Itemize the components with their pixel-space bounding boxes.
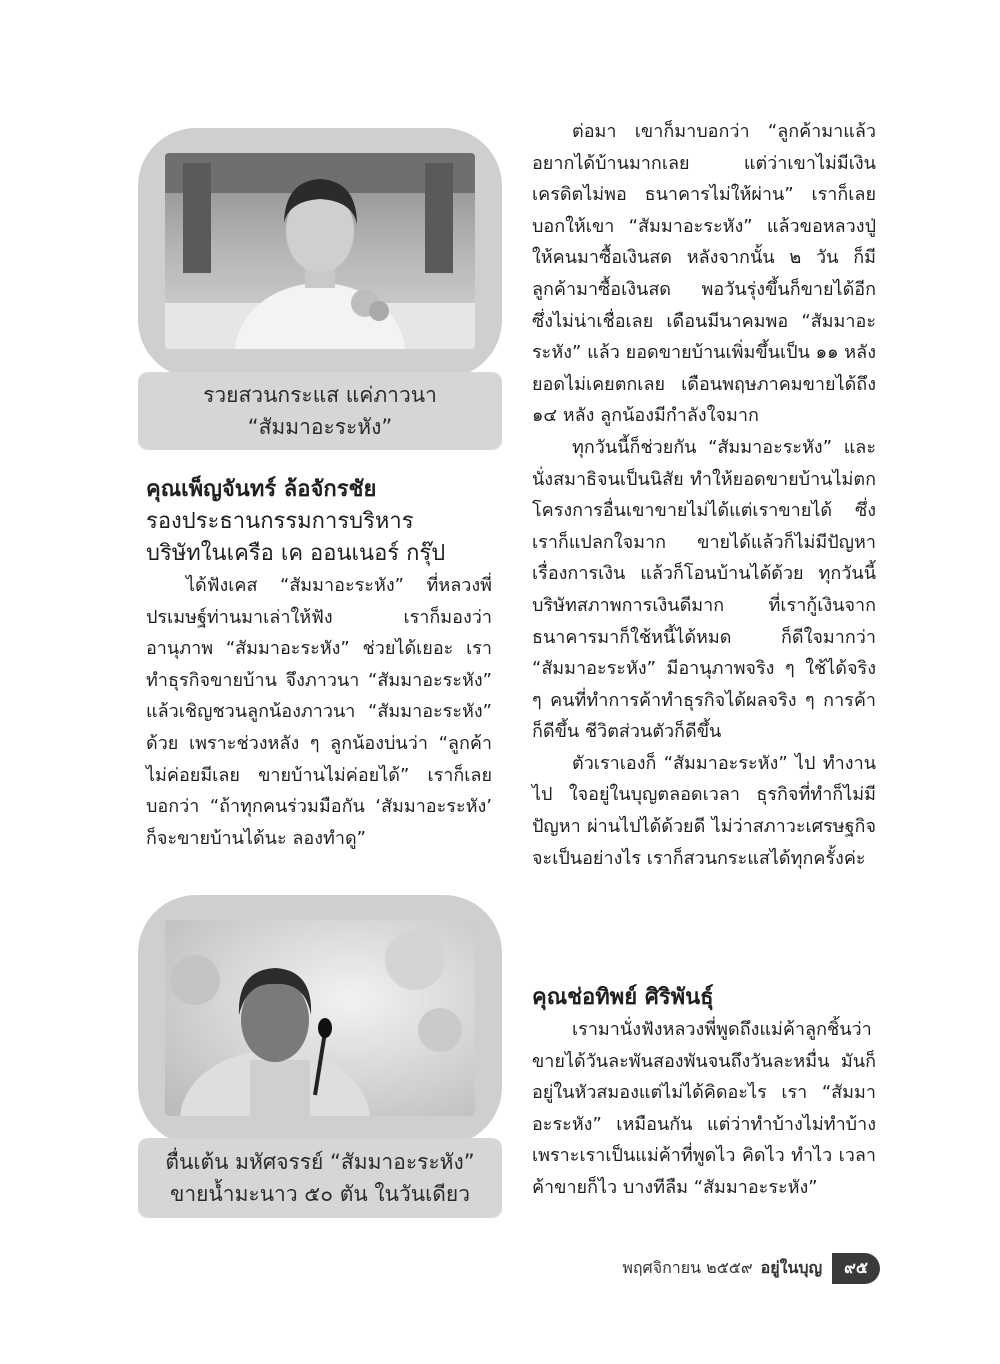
photo-caption-1 <box>138 372 502 450</box>
story-paragraph-4: เรามานั่งฟังหลวงพี่พูดถึงแม่ค้าลูกชิ้นว่าขายได้วันละพันสองพันจนถึงวันละหมื่น มันก็อยู่ในหัวสมองแต่ไม่ได้คิดอะไร เรา “สัมมาอะระหัง” เหมือนกัน แต่ว่าทำบ้างไม่ทำบ้าง เพราะเราเป็นแม่ค้าที่พูดไว คิดไว ทำไว เวลาค้าขายก็ไว บางทีลืม “สัมมาอะระหัง” <box>532 1019 876 1198</box>
portrait-photo-2 <box>165 920 475 1116</box>
right-column-bottom <box>532 982 876 1204</box>
caption-1-line-2: “สัมมาอะระหัง” <box>247 415 393 439</box>
issue-date: พฤศจิกายน ๒๕๕๙ <box>622 1257 753 1277</box>
photo-caption-2 <box>138 1138 502 1218</box>
testimony-paragraph: ได้ฟังเคส “สัมมาอะระหัง” ที่หลวงพี่ปรเมษฐ์ท่านมาเล่าให้ฟัง เราก็มองว่าอานุภาพ “สัมมาอะระหัง” ช่วยได้เยอะ เราทำธุรกิจขายบ้าน จึงภาวนา “สัมมาอะระหัง” แล้วเชิญชวนลูกน้องภาวนา “สัมมาอะระหัง” ด้วย เพราะช่วงหลัง ๆ ลูกน้องบ่นว่า “ลูกค้าไม่ค่อยมีเลย ขายบ้านไม่ค่อยได้” เราก็เลยบอกว่า “ถ้าทุกคนร่วมมือกัน ‘สัมมาอะระหัง’ ก็จะขายบ้านได้นะ ลองทำดู” <box>146 575 492 849</box>
caption-1-line-1: รวยสวนกระแส แค่ภาวนา <box>203 383 437 407</box>
story-paragraph-1: ต่อมา เขาก็มาบอกว่า “ลูกค้ามาแล้วอยากได้บ้านมากเลย แต่ว่าเขาไม่มีเงิน เครดิตไม่พอ ธนาคารไม่ให้ผ่าน” เราก็เลยบอกให้เขา “สัมมาอะระหัง” แล้วขอหลวงปู่ให้คนมาซื้อเงินสด หลังจากนั้น ๒ วัน ก็มีลูกค้ามาซื้อเงินสด พอวันรุ่งขึ้นก็ขายได้อีก ซึ่งไม่น่าเชื่อเลย เดือนมีนาคมพอ “สัมมาอะระหัง” แล้ว ยอดขายบ้านเพิ่มขึ้นเป็น ๑๑ หลัง ยอดไม่เคยตกเลย เดือนพฤษภาคมขายได้ถึง ๑๔ หลัง ลูกน้องมีกำลังใจมาก <box>532 121 876 427</box>
story-paragraph-2: ทุกวันนี้ก็ช่วยกัน “สัมมาอะระหัง” และนั่งสมาธิจนเป็นนิสัย ทำให้ยอดขายบ้านไม่ตก โครงการอื่นเขาขายไม่ได้แต่เราขายได้ ซึ่งเราก็แปลกใจมาก ขายได้แล้วก็ไม่มีปัญหาเรื่องการเงิน แล้วก็โอนบ้านได้ด้วย ทุกวันนี้บริษัทสภาพการเงินดีมาก ที่เรากู้เงินจากธนาคารมาก็ใช้หนี้ได้หมด ก็ดีใจมากว่า “สัมมาอะระหัง” มีอานุภาพจริง ๆ ใช้ได้จริง ๆ คนที่ทำการค้าทำธุรกิจได้ผลจริง ๆ การค้าก็ดีขึ้น ชีวิตส่วนตัวก็ดีขึ้น <box>532 436 876 743</box>
person-role-line-2: บริษัทในเครือ เค ออนเนอร์ กรุ๊ป <box>146 541 446 566</box>
story-paragraph-3: ตัวเราเองก็ “สัมมาอะระหัง” ไป ทำงานไป ใจอยู่ในบุญตลอดเวลา ธุรกิจที่ทำก็ไม่มีปัญหา ผ่านไปได้ด้วยดี ไม่ว่าสภาวะเศรษฐกิจจะเป็นอย่างไร เราก็สวนกระแสได้ทุกครั้งค่ะ <box>532 752 876 869</box>
caption-2-line-2: ขายน้ำมะนาว ๕๐ ตัน ในวันเดียว <box>169 1182 471 1206</box>
person-role-line-1: รองประธานกรรมการบริหาร <box>146 509 414 534</box>
portrait-photo-1 <box>165 153 475 349</box>
caption-2-line-1: ตื่นเต้น มหัศจรรย์ “สัมมาอะระหัง” <box>165 1150 475 1174</box>
person-name-1: คุณเพ็ญจันทร์ ล้อจักรชัย <box>146 477 377 502</box>
page-number: ๙๕ <box>832 1253 880 1284</box>
right-column-top <box>532 116 876 874</box>
magazine-name: อยู่ในบุญ <box>760 1257 823 1277</box>
page-footer <box>560 1250 880 1286</box>
person-name-2: คุณช่อทิพย์ ศิริพันธุ์ <box>532 985 714 1010</box>
left-column <box>146 474 492 854</box>
